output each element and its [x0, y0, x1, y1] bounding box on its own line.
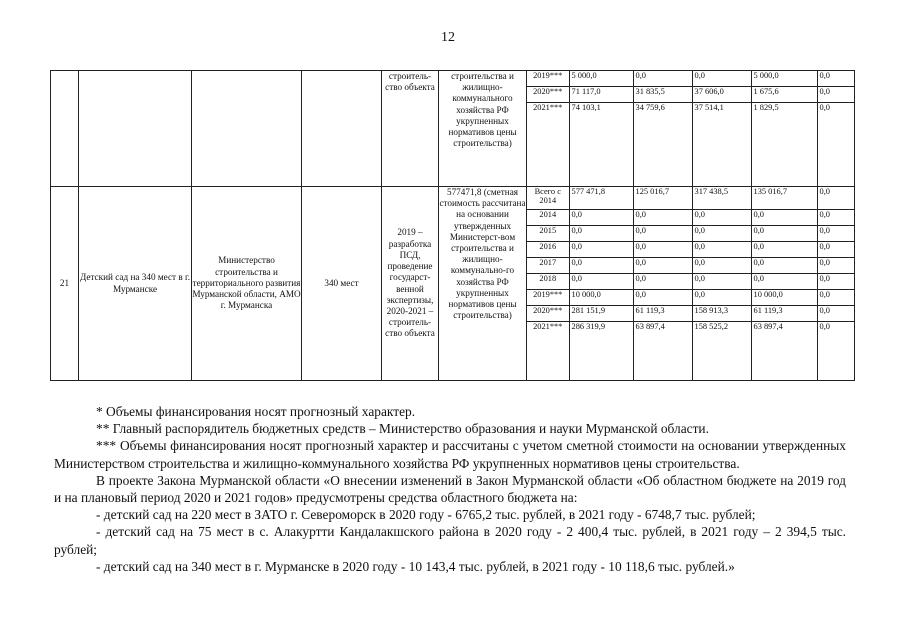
table-row — [51, 187, 855, 381]
amount-cell: 0,0 — [751, 210, 817, 226]
amount-cell: 0,0 — [569, 258, 633, 274]
year-cell: 2017 — [527, 258, 569, 274]
amount-cell: 63 897,4 — [633, 322, 692, 381]
bullet-item: - детский сад на 75 мест в с. Алакуртти Кандалакшского района в 2020 году - 2 400,4 тыс. рублей, в 2021 году – 2 394,5 тыс. рублей; — [54, 524, 846, 557]
row-number-cell — [51, 71, 79, 187]
amount-cell: 0,0 — [569, 242, 633, 258]
customer-cell — [192, 71, 302, 187]
year-cell: 2016 — [527, 242, 569, 258]
amount-cell: 0,0 — [633, 274, 692, 290]
amount-cell: 0,0 — [817, 210, 855, 226]
financing-table — [527, 187, 855, 380]
page-number: 12 — [441, 30, 455, 45]
financing-row — [527, 306, 855, 322]
amount-cell: 0,0 — [751, 274, 817, 290]
financing-table — [527, 71, 855, 186]
capacity-cell: 340 мест — [302, 187, 382, 381]
amount-cell: 0,0 — [817, 71, 855, 87]
amount-cell: 1 675,6 — [751, 87, 817, 103]
object-name-cell: Детский сад на 340 мест в г. Мурманске — [79, 187, 192, 381]
year-cell: 2015 — [527, 226, 569, 242]
amount-cell: 0,0 — [633, 242, 692, 258]
amount-cell: 0,0 — [817, 274, 855, 290]
financing-row — [527, 322, 855, 381]
amount-cell: 0,0 — [817, 306, 855, 322]
amount-cell: 0,0 — [692, 242, 751, 258]
amount-cell: 158 525,2 — [692, 322, 751, 381]
amount-cell: 0,0 — [817, 226, 855, 242]
amount-cell: 0,0 — [569, 210, 633, 226]
amount-cell: 71 117,0 — [569, 87, 633, 103]
financing-row — [527, 210, 855, 226]
table-row — [51, 71, 855, 187]
financing-row — [527, 258, 855, 274]
footnote-1: * Объемы финансирования носят прогнозный характер. — [96, 404, 416, 419]
footnote-3: *** Объемы финансирования носят прогнозный характер и рассчитаны с учетом сметной стоимости на основании утвержденных Министерством строительства и жилищно-коммунального хозяйства РФ укрупненных нормативов цены строительства. — [54, 438, 846, 471]
amount-cell: 135 016,7 — [751, 187, 817, 210]
footnote-2: ** Главный распорядитель бюджетных средств – Министерство образования и науки Мурманской области. — [96, 421, 709, 437]
notes-section — [54, 403, 846, 575]
amount-cell: 0,0 — [692, 210, 751, 226]
amount-cell: 0,0 — [817, 87, 855, 103]
stage-cell: строитель-ство объекта — [382, 71, 439, 187]
amount-cell: 0,0 — [692, 71, 751, 87]
amount-cell: 317 438,5 — [692, 187, 751, 210]
year-cell: 2019*** — [527, 290, 569, 306]
year-cell: 2018 — [527, 274, 569, 290]
cost-cell: 577471,8 (сметная стоимость рассчитана на основании утвержденных Министерст-вом строительства и жилищно-коммунально-го хозяйства РФ укрупненных нормативов цены строительства) — [439, 187, 527, 381]
amount-cell: 0,0 — [569, 226, 633, 242]
financing-row — [527, 274, 855, 290]
amount-cell: 286 319,9 — [569, 322, 633, 381]
amount-cell: 1 829,5 — [751, 103, 817, 187]
amount-cell: 0,0 — [817, 322, 855, 381]
amount-cell: 0,0 — [633, 226, 692, 242]
year-cell: Всего с 2014 — [527, 187, 569, 210]
customer-cell: Министерство строительства и территориального развития Мурманской области, АМО г. Мурманска — [192, 187, 302, 381]
amount-cell: 61 119,3 — [633, 306, 692, 322]
amount-cell: 0,0 — [817, 103, 855, 187]
amount-cell: 577 471,8 — [569, 187, 633, 210]
amount-cell: 63 897,4 — [751, 322, 817, 381]
objects-table — [50, 70, 855, 381]
paragraph-budget: В проекте Закона Мурманской области «О внесении изменений в Закон Мурманской области «Об областном бюджете на 2019 год и на плановый период 2020 и 2021 годов» предусмотрены средства областного бюджета на: — [54, 472, 846, 506]
year-cell: 2020*** — [527, 87, 569, 103]
bullet-item: - детский сад на 220 мест в ЗАТО г. Североморск в 2020 году - 6765,2 тыс. рублей, в 2021 году - 6748,7 тыс. рублей; — [96, 507, 756, 523]
amount-cell: 0,0 — [633, 290, 692, 306]
amount-cell: 0,0 — [817, 187, 855, 210]
amount-cell: 37 514,1 — [692, 103, 751, 187]
amount-cell: 34 759,6 — [633, 103, 692, 187]
financing-cell — [527, 187, 855, 381]
amount-cell: 0,0 — [817, 258, 855, 274]
amount-cell: 0,0 — [751, 226, 817, 242]
financing-row — [527, 87, 855, 103]
financing-row — [527, 71, 855, 87]
financing-row — [527, 226, 855, 242]
capacity-cell — [302, 71, 382, 187]
stage-cell: 2019 – разработка ПСД, проведение государст-венной экспертизы, 2020-2021 – строитель-ство объекта — [382, 187, 439, 381]
year-cell: 2020*** — [527, 306, 569, 322]
amount-cell: 31 835,5 — [633, 87, 692, 103]
amount-cell: 5 000,0 — [751, 71, 817, 87]
amount-cell: 0,0 — [692, 258, 751, 274]
amount-cell: 0,0 — [633, 71, 692, 87]
year-cell: 2019*** — [527, 71, 569, 87]
year-cell: 2021*** — [527, 322, 569, 381]
amount-cell: 0,0 — [751, 242, 817, 258]
amount-cell: 0,0 — [692, 290, 751, 306]
object-name-cell — [79, 71, 192, 187]
amount-cell: 0,0 — [569, 274, 633, 290]
amount-cell: 10 000,0 — [751, 290, 817, 306]
amount-cell: 0,0 — [633, 258, 692, 274]
amount-cell: 5 000,0 — [569, 71, 633, 87]
amount-cell: 10 000,0 — [569, 290, 633, 306]
amount-cell: 281 151,9 — [569, 306, 633, 322]
amount-cell: 0,0 — [692, 226, 751, 242]
amount-cell: 0,0 — [633, 210, 692, 226]
cost-cell: строительства и жилищно-коммунального хозяйства РФ укрупненных нормативов цены строительства) — [439, 71, 527, 187]
amount-cell: 37 606,0 — [692, 87, 751, 103]
amount-cell: 158 913,3 — [692, 306, 751, 322]
amount-cell: 74 103,1 — [569, 103, 633, 187]
amount-cell: 0,0 — [817, 290, 855, 306]
amount-cell: 61 119,3 — [751, 306, 817, 322]
bullet-item: - детский сад на 340 мест в г. Мурманске в 2020 году - 10 143,4 тыс. рублей, в 2021 году - 10 118,6 тыс. рублей.» — [96, 558, 735, 574]
financing-row — [527, 242, 855, 258]
financing-row — [527, 290, 855, 306]
financing-cell — [527, 71, 855, 187]
amount-cell: 0,0 — [751, 258, 817, 274]
year-cell: 2014 — [527, 210, 569, 226]
financing-row — [527, 103, 855, 187]
row-number-cell: 21 — [51, 187, 79, 381]
amount-cell: 0,0 — [817, 242, 855, 258]
amount-cell: 125 016,7 — [633, 187, 692, 210]
financing-row — [527, 187, 855, 210]
year-cell: 2021*** — [527, 103, 569, 187]
amount-cell: 0,0 — [692, 274, 751, 290]
